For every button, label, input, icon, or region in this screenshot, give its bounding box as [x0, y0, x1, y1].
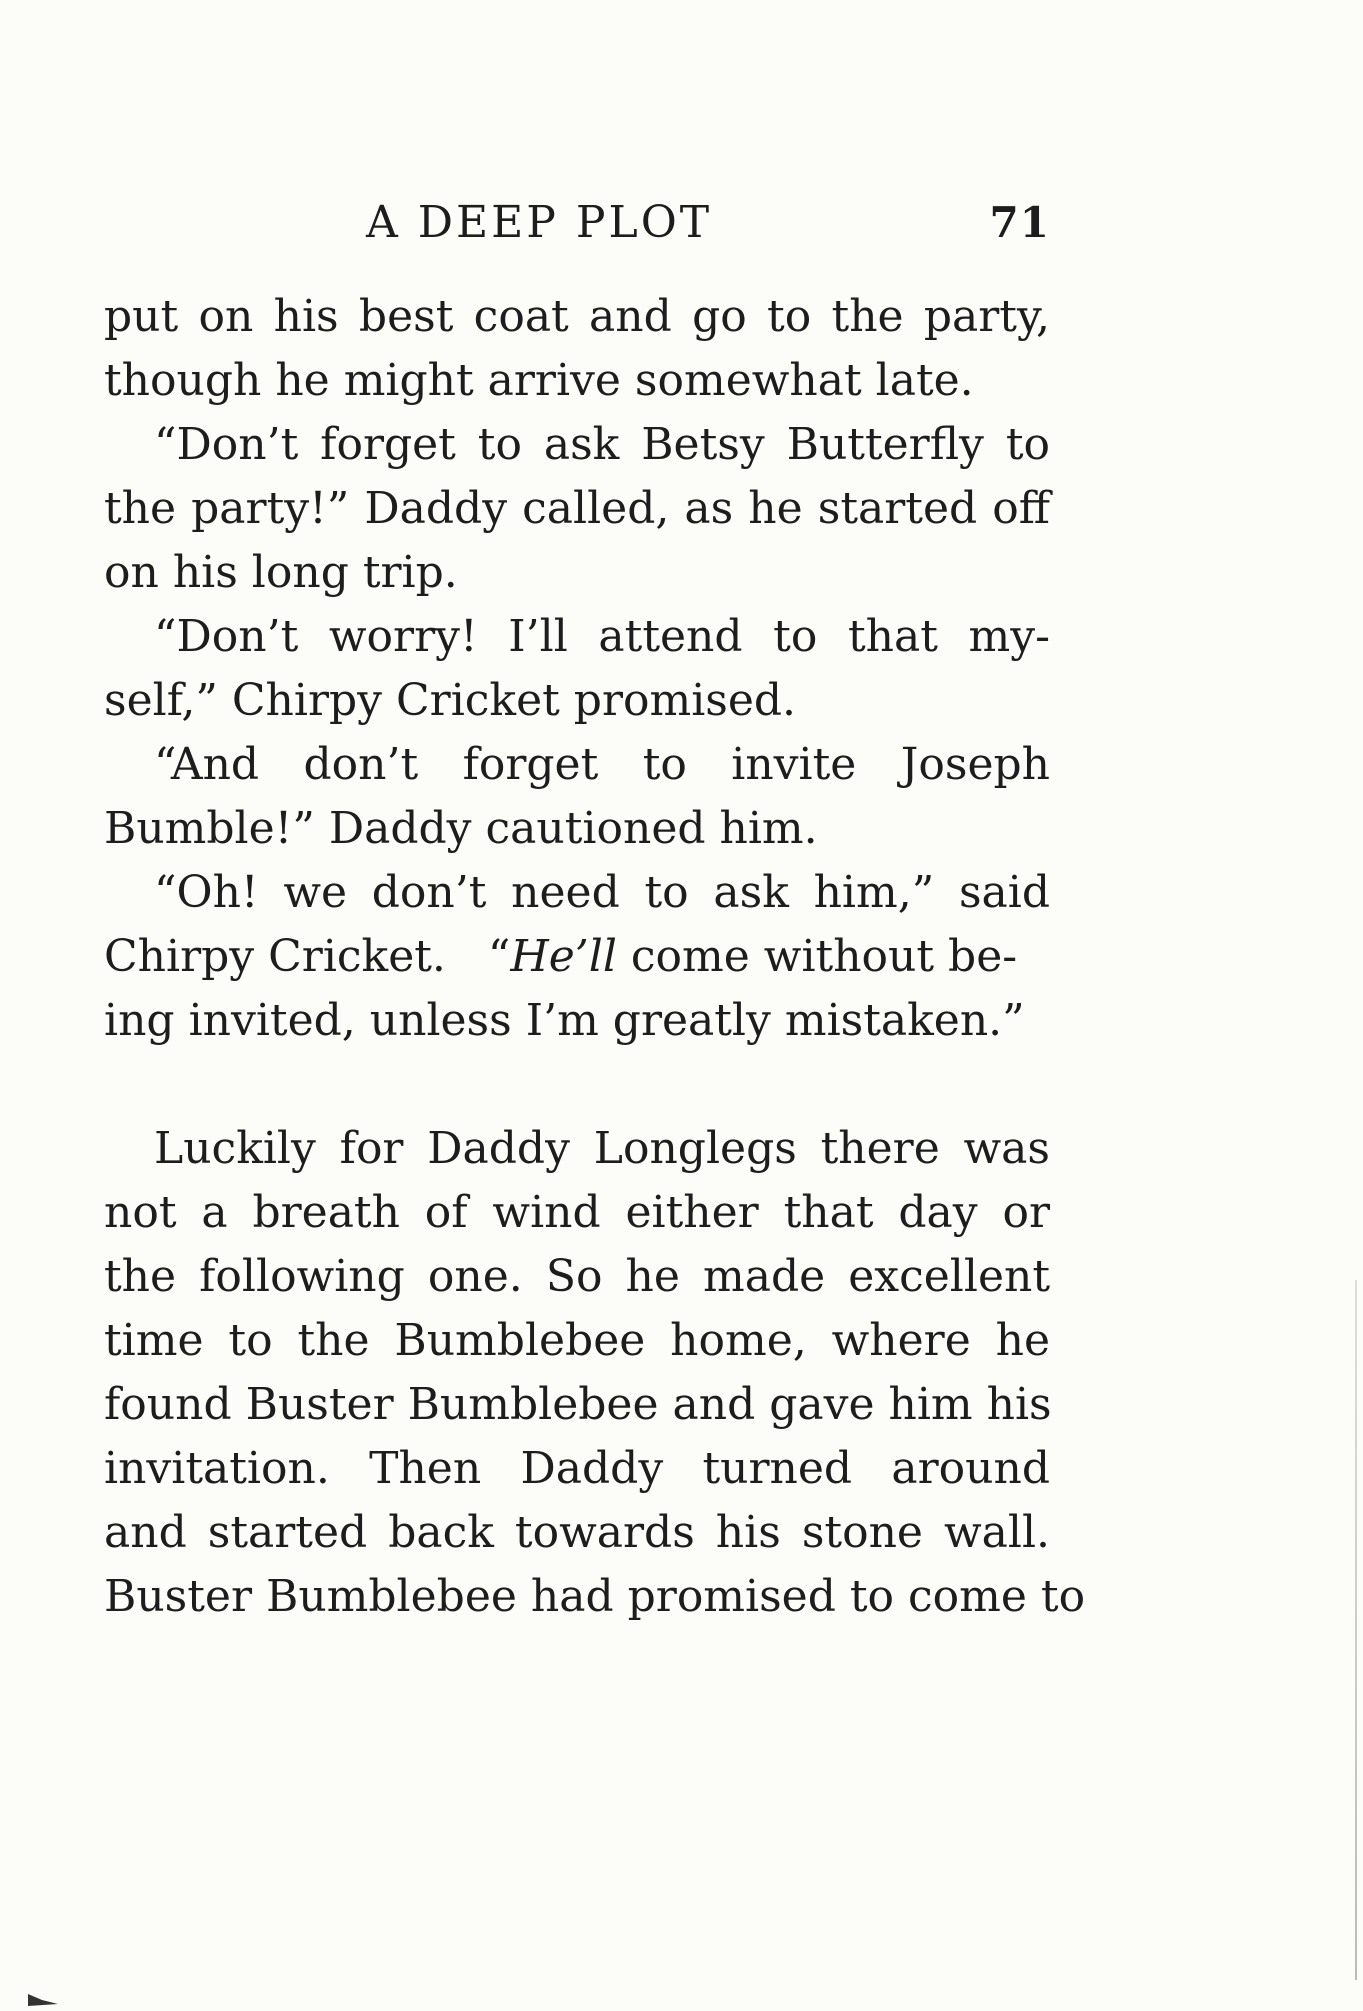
text-run: come without be-: [630, 931, 1018, 982]
paragraph: [104, 605, 1050, 733]
text-line: the following one. So he made excellent: [104, 1251, 1050, 1302]
text-line: “And don’t forget to invite Joseph: [154, 739, 1050, 790]
text-line: put on his best coat and go to the party,: [104, 291, 1050, 342]
page-corner-mark-icon: [28, 1992, 68, 2006]
text-line: ing invited, unless I’m greatly mistaken.”: [104, 995, 1025, 1046]
text-line: found Buster Bumblebee and gave him his: [104, 1379, 1052, 1430]
text-run: Chirpy Cricket.: [104, 931, 446, 982]
paragraph: [104, 1117, 1086, 1629]
chapter-title: A DEEP PLOT: [366, 197, 713, 248]
text-line: Buster Bumblebee had promised to come to: [104, 1571, 1086, 1622]
running-header: [104, 193, 1050, 253]
text-line: time to the Bumblebee home, where he: [104, 1315, 1050, 1366]
text-line: on his long trip.: [104, 547, 458, 598]
paragraph: [104, 413, 1050, 605]
paragraph: [104, 861, 1050, 1053]
text-line: “Don’t forget to ask Betsy Butterfly to: [154, 419, 1050, 470]
text-line: not a breath of wind either that day or: [104, 1187, 1050, 1238]
page-edge-shadow: [1355, 1280, 1357, 1980]
text-line: “Oh! we don’t need to ask him,” said: [154, 867, 1050, 918]
italic-text: He’ll: [510, 931, 617, 982]
text-line: and started back towards his stone wall.: [104, 1507, 1050, 1558]
body-text-lower: [104, 1117, 1086, 1629]
text-line: the party!” Daddy called, as he started off: [104, 483, 1050, 534]
paragraph: [104, 285, 1050, 413]
page-number: 71: [989, 198, 1050, 247]
paragraph: [104, 733, 1050, 861]
text-line: self,” Chirpy Cricket promised.: [104, 675, 797, 726]
text-line: though he might arrive somewhat late.: [104, 355, 974, 406]
body-text-upper: [104, 285, 1050, 1053]
text-line: invitation. Then Daddy turned around: [104, 1443, 1050, 1494]
text-line: Luckily for Daddy Longlegs there was: [154, 1123, 1050, 1174]
text-line: “Don’t worry! I’ll attend to that my-: [154, 611, 1050, 662]
text-line: Bumble!” Daddy cautioned him.: [104, 803, 818, 854]
text-line-composite: Chirpy Cricket. “He’ll come without be-: [104, 931, 1018, 982]
